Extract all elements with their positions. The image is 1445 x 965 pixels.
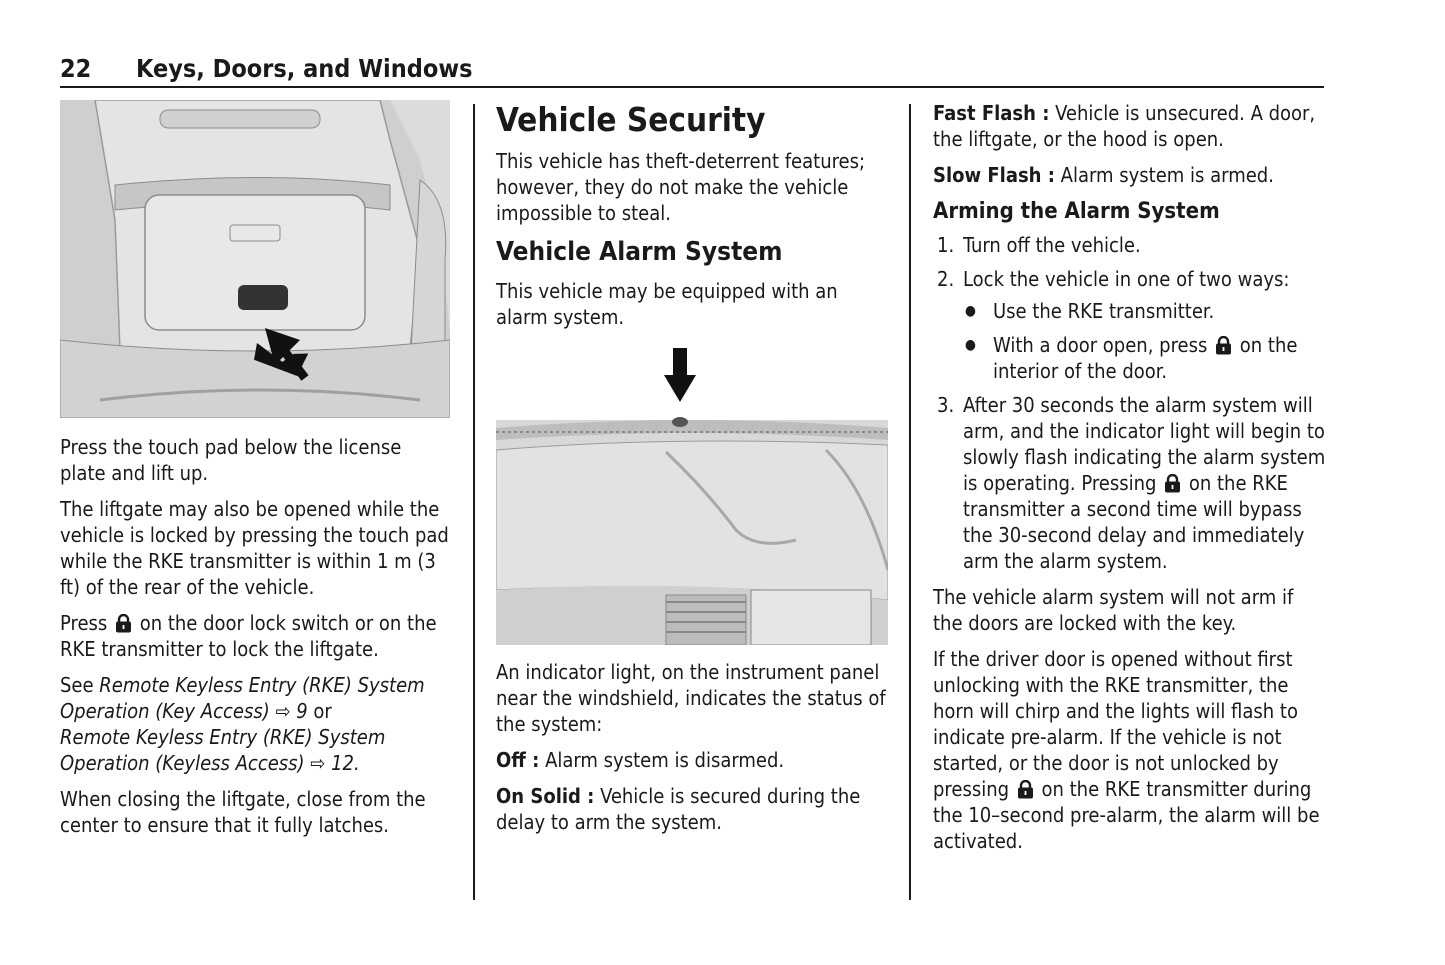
bullet-text: on the interior of the door.: [993, 333, 1298, 383]
status-slow-term: Slow Flash :: [933, 163, 1055, 187]
bullet-text: With a door open, press: [993, 333, 1208, 357]
status-slow-flash: [933, 162, 1327, 188]
liftgate-illustration: [60, 100, 450, 418]
arming-step: [933, 392, 1327, 574]
press-word: Press: [60, 611, 108, 635]
rke-key-access-link[interactable]: Remote Keyless Entry (RKE) System Operation (Key Access): [60, 673, 425, 723]
rke-keyless-access-page: 12.: [331, 751, 360, 775]
lock-icon: [115, 614, 132, 633]
step-number: 2.: [937, 267, 955, 291]
alarm-equipped-text: This vehicle may be equipped with an alarm system.: [496, 279, 838, 329]
status-fast-text: Vehicle is unsecured. A door, the liftgate, or the hood is open.: [933, 101, 1316, 151]
middle-column: [496, 100, 888, 845]
step-text: After 30 seconds the alarm system will arm, and the indicator light will begin to slowly flash indicating the alarm system is operating. Pressing: [963, 393, 1326, 495]
arming-step: [933, 232, 1327, 258]
arming-heading: Arming the Alarm System: [933, 199, 1220, 224]
pre-alarm-text: on the RKE transmitter during the 10–second pre-alarm, the alarm will be activated.: [933, 777, 1320, 853]
right-column: [933, 100, 1327, 864]
step-text: Lock the vehicle in one of two ways:: [963, 267, 1290, 291]
status-off: [496, 747, 888, 773]
vehicle-alarm-heading: Vehicle Alarm System: [496, 237, 783, 267]
list-item: [963, 298, 1327, 324]
status-off-text: Alarm system is disarmed.: [545, 748, 785, 772]
rke-keyless-access-link[interactable]: Remote Keyless Entry (RKE) System Operation (Keyless Access): [60, 725, 386, 775]
lock-icon: [1017, 780, 1034, 799]
reference-arrow-icon: ⇨: [310, 751, 326, 775]
column-divider-2: [909, 104, 911, 900]
key-lock-note: The vehicle alarm system will not arm if the doors are locked with the key.: [933, 585, 1294, 635]
liftgate-open-instruction: Press the touch pad below the license plate and lift up.: [60, 435, 402, 485]
or-word: or: [313, 699, 332, 723]
reference-arrow-icon: ⇨: [275, 699, 291, 723]
list-item: [963, 332, 1327, 384]
status-on-solid: [496, 783, 888, 835]
liftgate-closing-note: When closing the liftgate, close from the center to ensure that it fully latches.: [60, 787, 426, 837]
bullet-text: Use the RKE transmitter.: [993, 299, 1215, 323]
lock-icon: [1215, 336, 1232, 355]
step-number: 1.: [937, 233, 955, 257]
vehicle-security-heading: Vehicle Security: [496, 100, 766, 139]
page-number: 22: [60, 54, 92, 83]
section-title: Keys, Doors, and Windows: [136, 54, 473, 83]
lock-icon: [1164, 474, 1181, 493]
pre-alarm-note: [933, 646, 1327, 854]
status-off-term: Off :: [496, 748, 540, 772]
theft-deterrent-text: This vehicle has theft-deterrent features; however, they do not make the vehicle impossible to steal.: [496, 149, 866, 225]
arming-steps: [933, 232, 1327, 574]
step-text: Turn off the vehicle.: [963, 233, 1141, 257]
left-column: [60, 100, 452, 848]
rke-key-access-page: 9: [296, 699, 308, 723]
lock-methods-list: [963, 298, 1327, 384]
lock-instruction-text: on the door lock switch or on the RKE transmitter to lock the liftgate.: [60, 611, 437, 661]
step-text: on the RKE transmitter a second time will bypass the 30-second delay and immediately arm the alarm system.: [963, 471, 1305, 573]
arming-step: [933, 266, 1327, 384]
indicator-light-text: An indicator light, on the instrument panel near the windshield, indicates the status of the system:: [496, 660, 886, 736]
step-number: 3.: [937, 393, 955, 417]
status-solid-text: Vehicle is secured during the delay to arm the system.: [496, 784, 861, 834]
rke-references: [60, 672, 452, 776]
status-slow-text: Alarm system is armed.: [1060, 163, 1274, 187]
liftgate-locked-note: The liftgate may also be opened while the vehicle is locked by pressing the touch pad while the RKE transmitter is within 1 m (3 ft) of the rear of the vehicle.: [60, 497, 449, 599]
liftgate-lock-instruction: [60, 610, 452, 662]
page-header: [60, 54, 1324, 88]
dashboard-illustration: [496, 340, 888, 645]
status-solid-term: On Solid :: [496, 784, 595, 808]
column-divider-1: [473, 104, 475, 900]
status-fast-flash: [933, 100, 1327, 152]
pre-alarm-text: If the driver door is opened without first unlocking with the RKE transmitter, the horn will chirp and the lights will flash to indicate pre-alarm. If the vehicle is not started, or the door is not unlocked by pressing: [933, 647, 1298, 801]
status-fast-term: Fast Flash :: [933, 101, 1050, 125]
see-word: See: [60, 673, 94, 697]
